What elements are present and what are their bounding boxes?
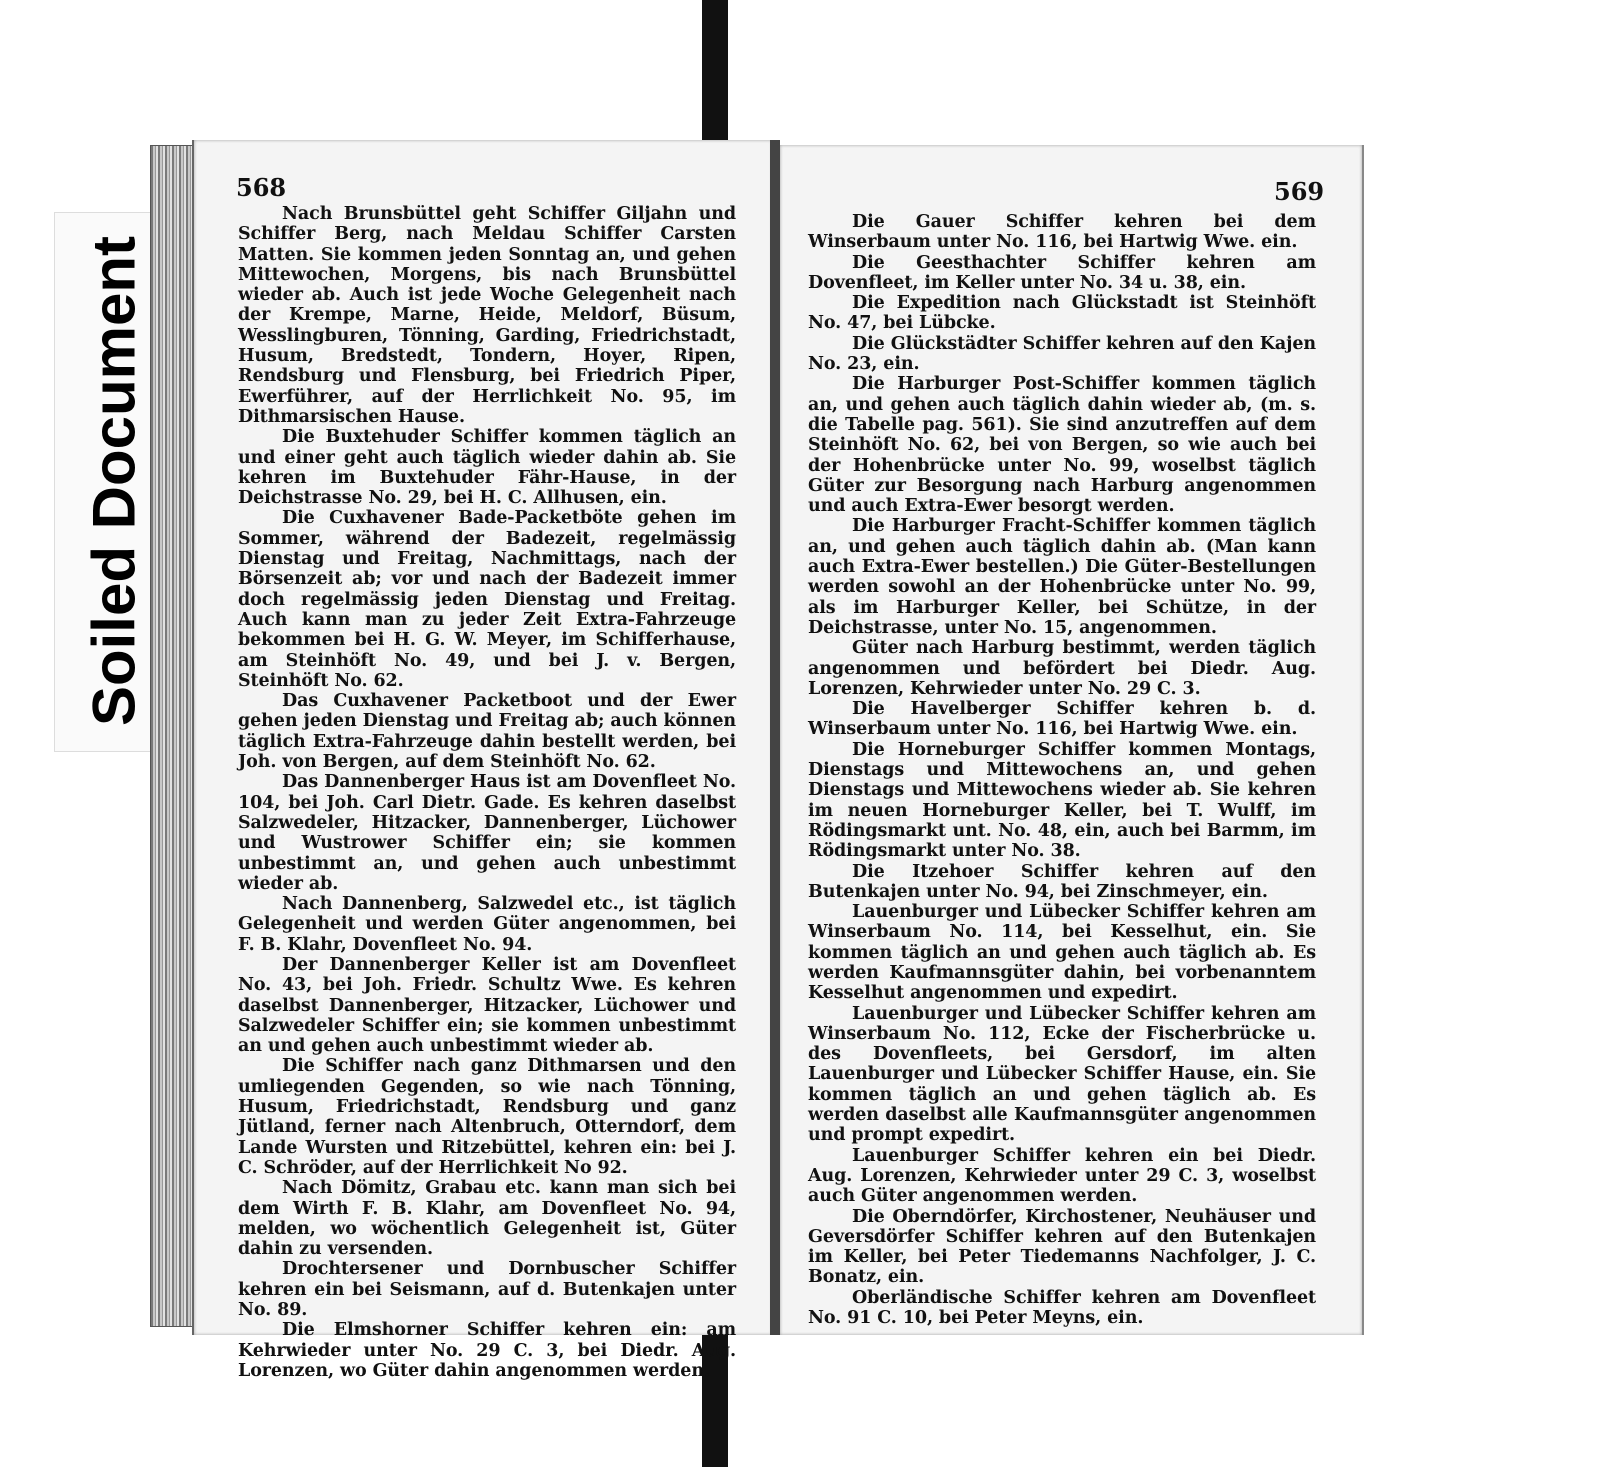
paragraph: Die Itzehoer Schiffer kehren auf den Butenkajen unter No. 94, bei Zinschmeyer, ein.: [808, 861, 1316, 902]
left-page-text: [238, 204, 736, 1381]
paragraph: Lauenburger und Lübecker Schiffer kehren am Winserbaum No. 112, Ecke der Fischerbrücke u. des Dovenfleets, bei Gersdorf, im alten Lauenburger und Lübecker Schiffer Hause, ein. Sie kommen täglich an und gehen täglich ab. Es werden daselbst alle Kaufmannsgüter angenommen und prompt expedirt.: [808, 1003, 1316, 1146]
paragraph: Lauenburger und Lübecker Schiffer kehren am Winserbaum No. 114, bei Kesselhut, ein. Sie kommen täglich an und gehen auch täglich ab. Es werden Kaufmannsgüter dahin, bei vorbenanntem Kesselhut angenommen und expedirt.: [808, 902, 1316, 1004]
paragraph: Die Expedition nach Glückstadt ist Steinhöft No. 47, bei Lübcke.: [808, 293, 1316, 334]
paragraph: Das Dannenberger Haus ist am Dovenfleet No. 104, bei Joh. Carl Dietr. Gade. Es kehren daselbst Salzwedeler, Hitzacker, Dannenberger, Lüchower und Wustrower Schiffer ein; sie kommen unbestimmt an, und gehen auch unbestimmt wieder ab.: [238, 772, 736, 894]
paragraph: Die Horneburger Schiffer kommen Montags, Dienstags und Mittewochens an, und gehen Dienstags und Mittewochens wieder ab. Sie kehren im neuen Horneburger Keller, bei T. Wulff, im Rödingsmarkt unt. No. 48, ein, auch bei Barmm, im Rödingsmarkt unter No. 38.: [808, 739, 1316, 862]
paragraph: Oberländische Schiffer kehren am Dovenfleet No. 91 C. 10, bei Peter Meyns, ein.: [808, 1287, 1316, 1329]
left-page-number: 568: [236, 173, 287, 202]
right-page-number: 569: [1274, 177, 1325, 206]
paragraph: Die Gauer Schiffer kehren bei dem Winserbaum unter No. 116, bei Hartwig Wwe. ein.: [808, 212, 1316, 253]
paragraph: Der Dannenberger Keller ist am Dovenfleet No. 43, bei Joh. Friedr. Schultz Wwe. Es kehren daselbst Dannenberger, Hitzacker, Lüchower und Salzwedeler Schiffer ein; sie kommen unbestimmt an und gehen auch unbestimmt wieder ab.: [238, 954, 736, 1057]
soiled-document-label: Soiled Document: [80, 235, 148, 727]
paragraph: Die Schiffer nach ganz Dithmarsen und den umliegenden Gegenden, so wie nach Tönning, Husum, Friedrichstadt, Rendsburg und ganz Jütland, ferner nach Altenbruch, Otterndorf, dem Lande Wursten und Ritzebüttel, kehren ein: bei J. C. Schröder, auf der Herrlichkeit No 92.: [238, 1056, 736, 1178]
paragraph: Die Cuxhavener Bade-Packetböte gehen im Sommer, während der Badezeit, regelmässig Dienstag und Freitag, Nachmittags, nach der Börsenzeit ab; vor und nach der Badezeit immer doch regelmässig jeden Dienstag und Freitag. Auch kann man zu jeder Zeit Extra-Fahrzeuge bekommen bei H. G. W. Meyer, im Schifferhause, am Steinhöft No. 49, und bei J. v. Bergen, Steinhöft No. 62.: [238, 508, 736, 691]
paragraph: Drochtersener und Dornbuscher Schiffer kehren ein bei Seismann, auf d. Butenkajen unter No. 89.: [238, 1259, 736, 1321]
right-page-text: [808, 212, 1316, 1328]
paragraph: Die Elmshorner Schiffer kehren ein: am Kehrwieder unter No. 29 C. 3, bei Diedr. Aug. Lorenzen, wo Güter dahin angenommen werden.: [238, 1320, 736, 1381]
paragraph: Die Harburger Post-Schiffer kommen täglich an, und gehen auch täglich dahin wieder ab, (m. s. die Tabelle pag. 561). Sie sind anzutreffen auf dem Steinhöft No. 62, bei von Bergen, so wie auch bei der Hohenbrücke unter No. 99, woselbst täglich Güter zur Besorgung nach Harburg angenommen und auch Extra-Ewer besorgt werden.: [808, 374, 1316, 517]
binding-strap-top: [702, 0, 728, 150]
paragraph: Die Geesthachter Schiffer kehren am Dovenfleet, im Keller unter No. 34 u. 38, ein.: [808, 252, 1316, 293]
paragraph: Das Cuxhavener Packetboot und der Ewer gehen jeden Dienstag und Freitag ab; auch können täglich Extra-Fahrzeuge dahin bestellt werden, bei Joh. von Bergen, auf dem Steinhöft No. 62.: [238, 691, 736, 773]
paragraph: Die Havelberger Schiffer kehren b. d. Winserbaum unter No. 116, bei Hartwig Wwe. ein.: [808, 699, 1316, 740]
book-gutter: [770, 140, 780, 1335]
paragraph: Die Glückstädter Schiffer kehren auf den Kajen No. 23, ein.: [808, 333, 1316, 375]
paragraph: Die Oberndörfer, Kirchostener, Neuhäuser und Geversdörfer Schiffer kehren auf den Butenkajen im Keller, bei Peter Tiedemanns Nachfolger, J. C. Bonatz, ein.: [808, 1206, 1316, 1288]
paragraph: Güter nach Harburg bestimmt, werden täglich angenommen und befördert bei Diedr. Aug. Lorenzen, Kehrwieder unter No. 29 C. 3.: [808, 638, 1316, 699]
paragraph: Nach Dömitz, Grabau etc. kann man sich bei dem Wirth F. B. Klahr, am Dovenfleet No. 94, melden, wo wöchentlich Gelegenheit ist, Güter dahin zu versenden.: [238, 1178, 736, 1260]
right-page: [780, 145, 1364, 1335]
paragraph: Die Harburger Fracht-Schiffer kommen täglich an, und gehen auch täglich dahin ab. (Man kann auch Extra-Ewer bestellen.) Die Güter-Bestellungen werden sowohl an der Hohenbrücke unter No. 99, als im Harburger Keller, bei Schütze, in der Deichstrasse, unter No. 15, angenommen.: [808, 516, 1316, 638]
paragraph: Lauenburger Schiffer kehren ein bei Diedr. Aug. Lorenzen, Kehrwieder unter 29 C. 3, woselbst auch Güter angenommen werden.: [808, 1145, 1316, 1207]
paragraph: Nach Dannenberg, Salzwedel etc., ist täglich Gelegenheit und werden Güter angenommen, bei F. B. Klahr, Dovenfleet No. 94.: [238, 894, 736, 955]
left-page: [192, 140, 772, 1381]
paragraph: Nach Brunsbüttel geht Schiffer Giljahn und Schiffer Berg, nach Meldau Schiffer Carsten Matten. Sie kommen jeden Sonntag an, und gehen Mittewochen, Morgens, bis nach Brunsbüttel wieder ab. Auch ist jede Woche Gelegenheit nach der Krempe, Marne, Heide, Meldorf, Büsum, Wesslingburen, Tönning, Garding, Friedrichstadt, Husum, Bredstedt, Tondern, Hoyer, Ripen, Rendsburg und Flensburg, bei Friedrich Piper, Ewerführer, auf der Herrlichkeit No. 95, im Dithmarsischen Hause.: [238, 204, 736, 427]
paragraph: Die Buxtehuder Schiffer kommen täglich an und einer geht auch täglich wieder dahin ab. Sie kehren im Buxtehuder Fähr-Hause, in der Deichstrasse No. 29, bei H. C. Allhusen, ein.: [238, 427, 736, 509]
